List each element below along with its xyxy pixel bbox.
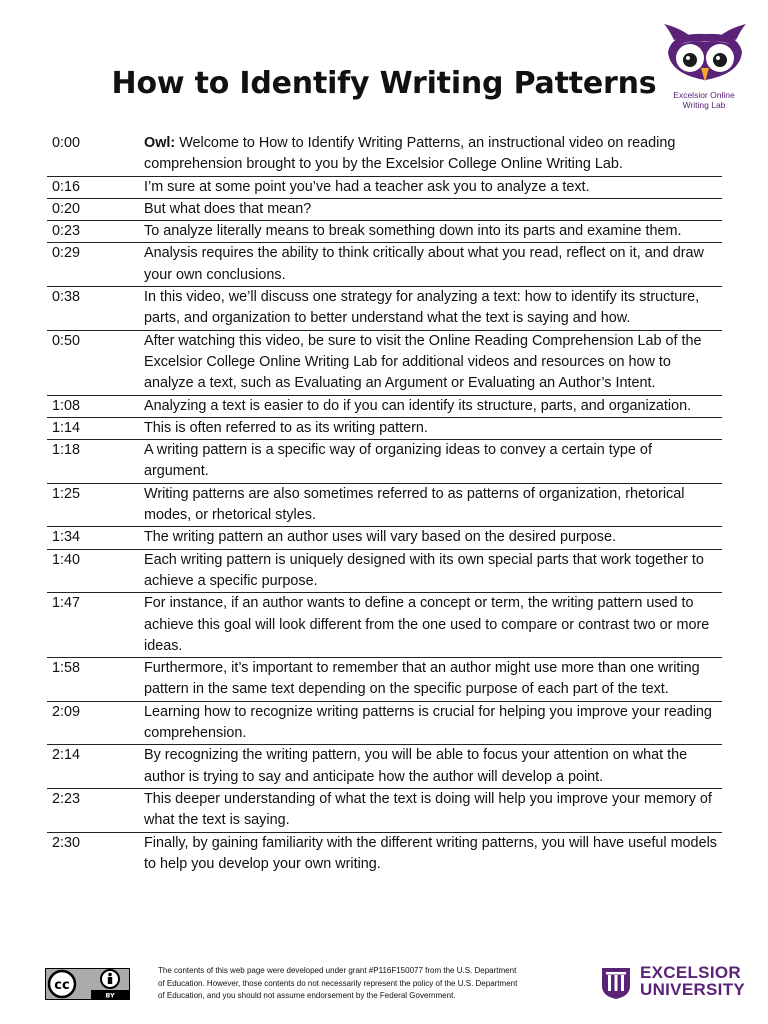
timestamp: 0:00 (47, 133, 144, 176)
transcript-cell (144, 395, 722, 417)
cc-by-badge (45, 968, 130, 1000)
transcript-cell (144, 440, 722, 484)
timestamp: 2:23 (47, 788, 144, 832)
transcript-row (47, 745, 722, 789)
transcript-cell (144, 198, 722, 220)
transcript-text: This is often referred to as its writing pattern. (144, 419, 428, 436)
university-name-line2: UNIVERSITY (640, 980, 746, 999)
transcript-text: Analyzing a text is easier to do if you can identify its structure, parts, and organization. (144, 397, 692, 414)
transcript-row (47, 133, 722, 176)
timestamp: 1:40 (47, 549, 144, 593)
transcript-text: Finally, by gaining familiarity with the different writing patterns, you will have useful models to help you develop your own writing. (144, 834, 717, 872)
timestamp: 0:29 (47, 243, 144, 287)
funding-disclaimer (158, 965, 583, 1003)
transcript-cell (144, 330, 722, 395)
transcript-cell (144, 483, 722, 527)
timestamp: 1:25 (47, 483, 144, 527)
transcript-row (47, 221, 722, 243)
transcript-text: The writing pattern an author uses will vary based on the desired purpose. (144, 529, 616, 546)
timestamp: 0:23 (47, 221, 144, 243)
transcript-body (47, 133, 722, 875)
transcript-row (47, 832, 722, 875)
timestamp: 1:34 (47, 527, 144, 549)
transcript-text: After watching this video, be sure to visit the Online Reading Comprehension Lab of the Excelsior College Online Writing Lab for additional videos and resources on how to analyze a text, such as Evaluating an Argument or Evaluating an Author’s Intent. (144, 332, 702, 392)
timestamp: 1:18 (47, 440, 144, 484)
excelsior-university-logo (600, 964, 750, 1004)
transcript-cell (144, 417, 722, 439)
transcript-cell (144, 287, 722, 331)
transcript-cell (144, 788, 722, 832)
transcript-cell (144, 745, 722, 789)
owl-logo-line1: Excelsior Online (673, 90, 735, 100)
transcript-text: To analyze literally means to break something down into its parts and examine them. (144, 223, 682, 240)
cc-by-license-icon (45, 968, 130, 1000)
transcript-cell (144, 701, 722, 745)
transcript-cell (144, 527, 722, 549)
transcript-row (47, 417, 722, 439)
university-name (640, 964, 745, 998)
transcript-cell (144, 549, 722, 593)
transcript-text: Analysis requires the ability to think critically about what you read, reflect on it, and draw your own conclusions. (144, 245, 704, 283)
transcript-cell (144, 658, 722, 702)
timestamp: 1:08 (47, 395, 144, 417)
transcript-cell (144, 832, 722, 875)
cc-by-label: BY (105, 991, 115, 1000)
transcript-row (47, 549, 722, 593)
timestamp: 2:30 (52, 834, 81, 851)
transcript-text: Furthermore, it’s important to remember that an author might use more than one writing pattern in the same text depending on the specific purpose of each part of the text. (144, 660, 700, 698)
timestamp: 0:20 (47, 198, 144, 220)
transcript-row (47, 176, 722, 198)
transcript-cell (144, 593, 722, 658)
transcript-text: Writing patterns are also sometimes referred to as patterns of organization, rhetorical modes, or rhetorical styles. (144, 485, 685, 524)
transcript-row (47, 527, 722, 549)
transcript-row (47, 243, 722, 287)
transcript-row (47, 440, 722, 484)
university-name-line1: EXCELSIOR (640, 963, 741, 982)
transcript-text: Each writing pattern is uniquely designed with its own special parts that work together to achieve a specific purpose. (144, 551, 704, 589)
owl-logo-caption (656, 90, 752, 110)
transcript-cell (144, 221, 722, 243)
transcript-row (47, 593, 722, 658)
timestamp: 1:58 (47, 658, 144, 702)
transcript-row (47, 198, 722, 220)
disclaimer-line: of Education. However, those contents do not necessarily represent the policy of the U.S. Department (158, 978, 518, 988)
transcript-row (47, 395, 722, 417)
disclaimer-line: of Education, and you should not assume endorsement by the Federal Government. (158, 991, 456, 1000)
transcript-cell (144, 176, 722, 198)
transcript-cell (144, 243, 722, 287)
timestamp: 2:14 (47, 745, 144, 789)
transcript-row (47, 701, 722, 745)
excelsior-shield-icon (600, 966, 632, 1000)
transcript-row (47, 330, 722, 395)
timestamp: 1:47 (47, 593, 144, 658)
timestamp: 0:50 (47, 330, 144, 395)
transcript-text: This deeper understanding of what the text is doing will help you improve your memory of what the text is saying. (144, 790, 712, 829)
transcript-text: By recognizing the writing pattern, you will be able to focus your attention on what the author is trying to say and anticipate how the author will develop a point. (144, 747, 688, 785)
transcript-row (47, 483, 722, 527)
transcript-cell (144, 133, 722, 176)
page-title: How to Identify Writing Patterns (111, 66, 657, 101)
transcript-text: Learning how to recognize writing patterns is crucial for helping you improve your reading comprehension. (144, 703, 712, 742)
transcript-text: A writing pattern is a specific way of organizing ideas to convey a certain type of argument. (144, 442, 652, 480)
transcript-row (47, 788, 722, 832)
timestamp: 0:16 (47, 176, 144, 198)
transcript-text: But what does that mean? (144, 200, 312, 217)
svg-text:cc: cc (54, 978, 70, 993)
disclaimer-line: The contents of this web page were developed under grant #P116F150077 from the U.S. Department (158, 966, 517, 975)
timestamp: 0:38 (47, 287, 144, 331)
timestamp: 2:09 (47, 701, 144, 745)
transcript-table (47, 133, 722, 875)
transcript-text: In this video, we’ll discuss one strategy for analyzing a text: how to identify its structure, parts, and organization to better understand what the text is saying and how. (144, 289, 700, 327)
speaker-label: Owl: (144, 135, 176, 151)
owl-logo-line2: Writing Lab (682, 100, 726, 110)
owl-icon (660, 22, 750, 92)
transcript-row (47, 287, 722, 331)
transcript-text: Welcome to How to Identify Writing Patterns, an instructional video on reading comprehension brought to you by the Excelsior College Online Writing Lab. (144, 135, 676, 173)
transcript-text: For instance, if an author wants to define a concept or term, the writing pattern used to achieve this goal will look different from the one used to compare or contrast two or more ideas. (144, 595, 710, 654)
timestamp: 1:14 (47, 417, 144, 439)
transcript-row (47, 658, 722, 702)
transcript-text: I’m sure at some point you’ve had a teacher ask you to analyze a text. (144, 178, 590, 195)
